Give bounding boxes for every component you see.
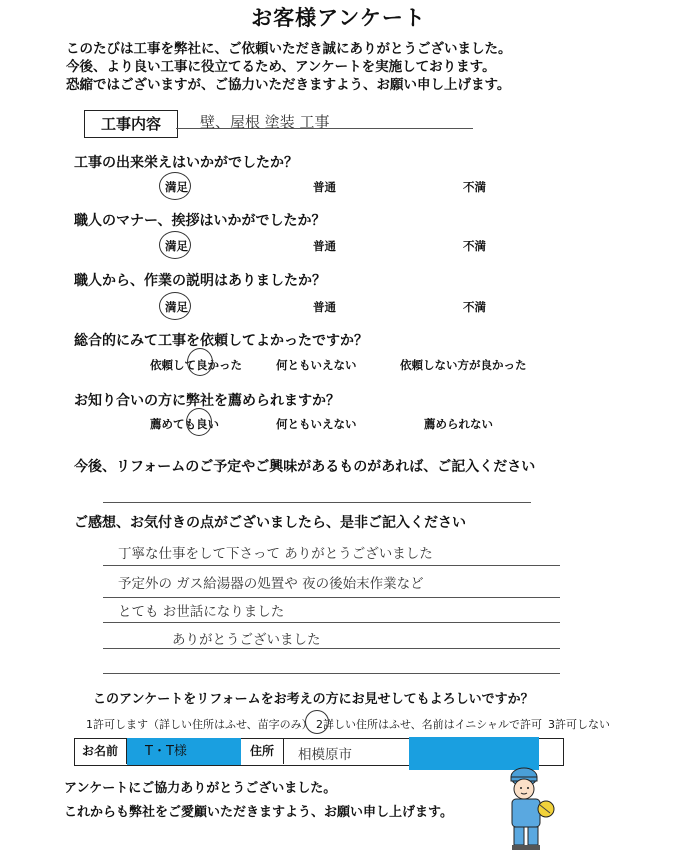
name-value: T・T様 xyxy=(145,744,187,759)
option-normal[interactable]: 普通 xyxy=(313,239,336,253)
comment-line xyxy=(103,648,560,649)
comment-line xyxy=(103,597,560,598)
selection-circle xyxy=(186,408,212,436)
comment-line xyxy=(103,673,560,674)
question-text: 工事の出来栄えはいかがでしたか？ xyxy=(74,155,298,171)
permission-option-2[interactable]: 2詳しい住所はふせ、名前はイニシャルで許可 xyxy=(316,718,543,731)
option-dissatisfied[interactable]: 不満 xyxy=(463,300,486,314)
intro-line: 今後、より良い工事に役立てるため、アンケートを実施しております。 xyxy=(66,59,496,75)
name-field[interactable] xyxy=(127,738,241,765)
work-label: 工事内容 xyxy=(100,115,161,133)
comment-text: とても お世話になりました xyxy=(118,604,285,620)
address-value[interactable]: 相模原市 xyxy=(298,747,352,763)
permission-option-3[interactable]: 3許可しない xyxy=(548,718,610,731)
option-neutral[interactable]: 何ともいえない xyxy=(276,358,357,372)
permission-option-1[interactable]: 1許可します（詳しい住所はふせ、苗字のみ） xyxy=(86,718,313,731)
intro-line: このたびは工事を弊社に、ご依頼いただき誠にありがとうございました。 xyxy=(66,41,512,57)
closing-line: アンケートにご協力ありがとうございました。 xyxy=(64,781,337,796)
comment-line xyxy=(103,622,560,623)
worker-mascot-illustration xyxy=(502,765,562,853)
question-text: 総合的にみて工事を依頼してよかったですか？ xyxy=(74,333,368,349)
option-satisfied[interactable]: 満足 xyxy=(165,180,188,194)
intro-line: 恐縮ではございますが、ご協力いただきますよう、お願い申し上げます。 xyxy=(66,77,511,93)
reform-question: 今後、リフォームのご予定やご興味があるものがあれば、ご記入ください xyxy=(74,459,536,475)
option-normal[interactable]: 普通 xyxy=(313,180,336,194)
option-normal[interactable]: 普通 xyxy=(313,300,336,314)
option-recommend[interactable]: 薦めても良い xyxy=(150,417,219,431)
selection-circle xyxy=(159,231,191,259)
option-glad-requested[interactable]: 依頼して良かった xyxy=(150,358,242,372)
question-text: 職人のマナー、挨拶はいかがでしたか？ xyxy=(74,213,326,229)
work-underline xyxy=(176,128,473,129)
page-title: お客様アンケート xyxy=(251,6,426,30)
option-dissatisfied[interactable]: 不満 xyxy=(463,239,486,253)
selection-circle xyxy=(305,710,329,734)
name-label: お名前 xyxy=(74,738,127,764)
work-label-box xyxy=(84,110,178,138)
address-label: 住所 xyxy=(241,738,284,764)
reform-answer-line[interactable] xyxy=(103,502,531,503)
option-satisfied[interactable]: 満足 xyxy=(165,300,188,314)
selection-circle xyxy=(187,348,213,376)
question-text: お知り合いの方に弊社を薦められますか？ xyxy=(74,393,340,409)
comment-line xyxy=(103,565,560,566)
permission-question: このアンケートをリフォームをお考えの方にお見せしてもよろしいですか？ xyxy=(93,692,534,707)
comments-question: ご感想、お気付きの点がございましたら、是非ご記入ください xyxy=(74,515,466,531)
question-text: 職人から、作業の説明はありましたか？ xyxy=(74,273,326,289)
closing-line: これからも弊社をご愛顧いただきますよう、お願い申し上げます。 xyxy=(64,805,453,820)
comment-text: 予定外の ガス給湯器の処置や 夜の後始末作業など xyxy=(118,576,424,592)
work-value: 壁、屋根 塗装 工事 xyxy=(200,113,330,131)
comment-text: ありがとうございました xyxy=(172,632,321,648)
option-regret-requested[interactable]: 依頼しない方が良かった xyxy=(400,358,527,372)
comment-text: 丁寧な仕事をして下さって ありがとうございました xyxy=(118,546,433,562)
option-not-recommend[interactable]: 薦められない xyxy=(424,417,493,431)
selection-circle xyxy=(159,172,191,200)
option-dissatisfied[interactable]: 不満 xyxy=(463,180,486,194)
option-neutral[interactable]: 何ともいえない xyxy=(276,417,357,431)
option-satisfied[interactable]: 満足 xyxy=(165,239,188,253)
selection-circle xyxy=(159,292,191,320)
